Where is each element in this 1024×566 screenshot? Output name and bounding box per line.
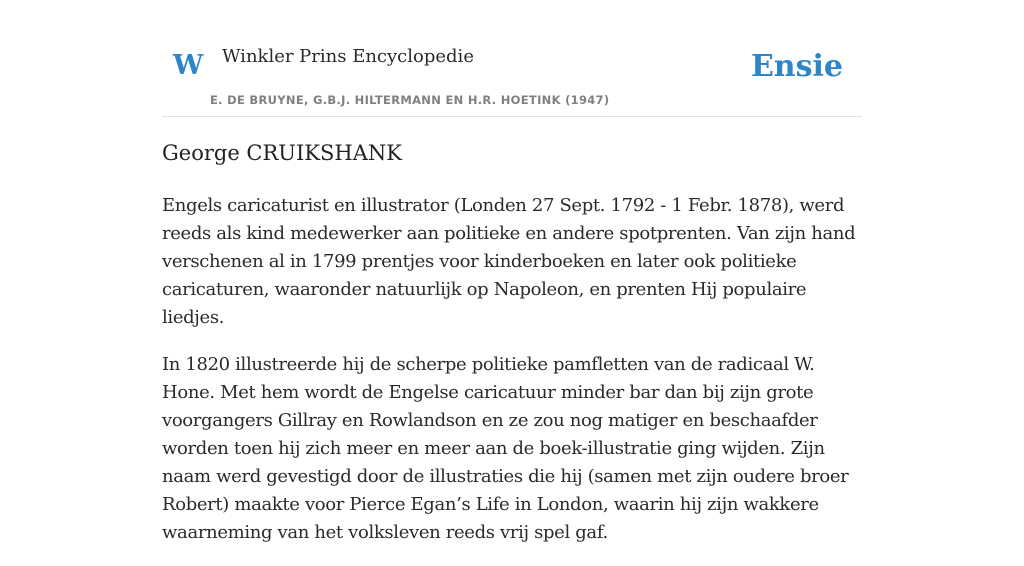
- authors-line: E. DE BRUYNE, G.B.J. HILTERMANN EN H.R. HOETINK (1947): [210, 93, 610, 107]
- article-title: George CRUIKSHANK: [162, 141, 402, 165]
- paragraph-2: In 1820 illustreerde hij de scherpe politieke pamfletten van de radicaal W. Hone. Met hem wordt de Engelse caricatuur minder bar dan bij zijn grote voorgangers Gillray en Rowlandson en ze zou nog matiger en beschaafder worden toen hij zich meer en meer aan de boek-illustratie ging wijden. Zijn naam werd gevestigd door de illustraties die hij (samen met zijn oudere broer Robert) maakte voor Pierce Egan’s Life in London, waarin hij zijn wakkere waarneming van het volksleven reeds vrij spel gaf.: [162, 354, 849, 543]
- brand-link[interactable]: Ensie: [750, 49, 843, 84]
- article-body: [162, 192, 862, 566]
- logo-icon[interactable]: W: [173, 50, 204, 81]
- header: [162, 0, 862, 117]
- publication-title[interactable]: Winkler Prins Encyclopedie: [222, 46, 474, 67]
- page: [162, 0, 862, 543]
- paragraph-1: Engels caricaturist en illustrator (Londen 27 Sept. 1792 - 1 Febr. 1878), werd reeds als kind medewerker aan politieke en andere spotprenten. Van zijn hand verschenen al in 1799 prentjes voor kinderboeken en later ook politieke caricaturen, waaronder natuurlijk op Napoleon, en prenten Hij populaire liedjes.: [162, 195, 856, 328]
